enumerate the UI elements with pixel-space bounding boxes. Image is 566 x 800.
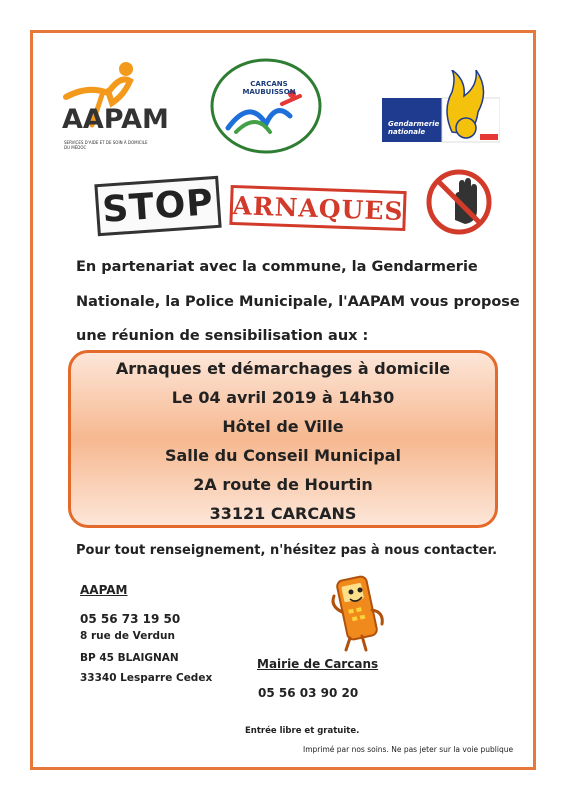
free-entry-note: Entrée libre et gratuite.: [245, 726, 360, 736]
intro-line-1: En partenariat avec la commune, la Gendarmerie: [76, 259, 478, 275]
event-room: Salle du Conseil Municipal: [164, 446, 402, 465]
event-topic: Arnaques et démarchages à domicile: [115, 359, 451, 378]
aapam-city: 33340 Lesparre Cedex: [80, 672, 213, 684]
carcans-logo-text: CARCANS MAUBUISSON: [242, 80, 296, 96]
phone-mascot-icon: [326, 572, 388, 654]
aapam-street: 8 rue de Verdun: [80, 630, 176, 642]
stop-text: STOP: [100, 181, 216, 231]
mairie-contact-heading: Mairie de Carcans: [257, 657, 379, 671]
aapam-contact-heading: AAPAM: [80, 583, 128, 597]
intro-line-2: Nationale, la Police Municipale, l'AAPAM vous propose: [76, 293, 520, 310]
mairie-phone: 05 56 03 90 20: [258, 686, 359, 700]
gendarmerie-logo-text: Gendarmerie nationale: [388, 120, 440, 136]
no-entry-hand-icon: [425, 168, 493, 236]
intro-line-3: une réunion de sensibilisation aux :: [76, 328, 369, 344]
arnaques-text: ARNAQUES: [231, 190, 405, 226]
stop-stamp: [94, 176, 221, 237]
event-info-box: [68, 350, 498, 528]
aapam-logo: [58, 55, 153, 150]
intro-paragraph: [76, 250, 520, 354]
carcans-logo: [210, 58, 322, 154]
footer-note: Imprimé par nos soins. Ne pas jeter sur la voie publique: [303, 745, 514, 754]
aapam-bp: BP 45 BLAIGNAN: [80, 652, 179, 664]
contact-line: Pour tout renseignement, n'hésitez pas à nous contacter.: [76, 543, 498, 558]
arnaques-stamp: [229, 185, 406, 231]
gendarmerie-logo: [382, 70, 500, 150]
event-city: 33121 CARCANS: [209, 504, 357, 523]
event-street: 2A route de Hourtin: [193, 475, 373, 494]
event-venue: Hôtel de Ville: [222, 417, 344, 436]
aapam-phone: 05 56 73 19 50: [80, 612, 181, 626]
aapam-logo-subtitle: SERVICES D'AIDE ET DE SOIN À DOMICILE DU MÉDOC: [64, 140, 148, 150]
aapam-logo-text: AAPAM: [62, 104, 169, 135]
event-date: Le 04 avril 2019 à 14h30: [171, 388, 395, 407]
